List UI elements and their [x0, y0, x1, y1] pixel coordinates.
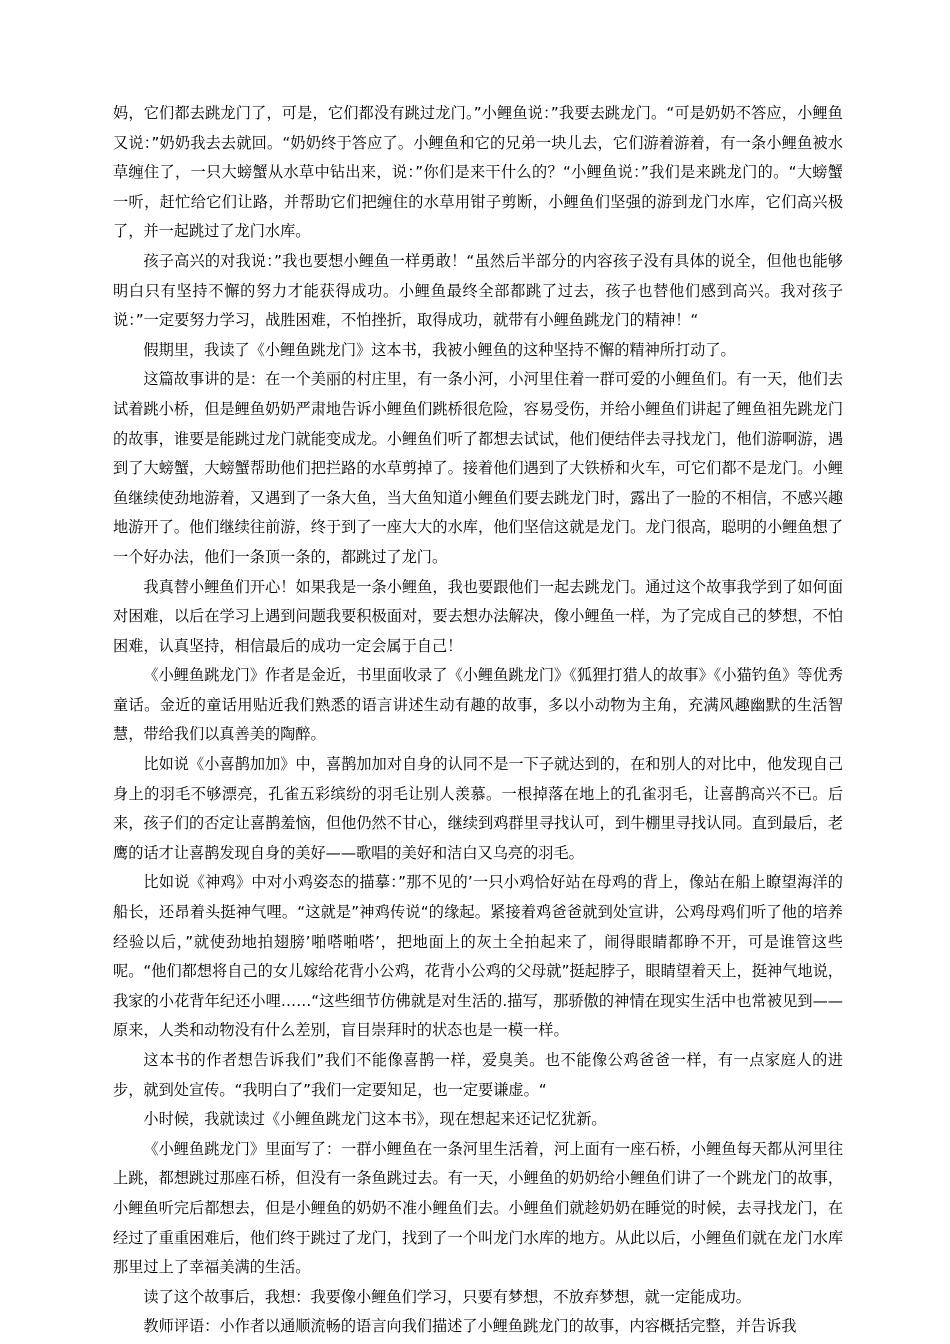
paragraph: 教师评语：小作者以通顺流畅的语言向我们描述了小鲤鱼跳龙门的故事，内容概括完整，并告诉我: [143, 1317, 797, 1336]
paragraph: 这本书的作者想告诉我们”我们不能像喜鹊一样，爱臭美。也不能像公鸡爸爸一样，有一点家庭人的进步，就到处宣传。“我明白了”我们一定要知足，也一定要谦虚。“: [113, 1051, 843, 1099]
paragraph: 读了这个故事后，我想：我要像小鲤鱼们学习，只要有梦想，不放弃梦想，就一定能成功。: [143, 1287, 751, 1306]
paragraph: 比如说《神鸡》中对小鸡姿态的描摹：”那不见的’一只小鸡恰好站在母鸡的背上，像站在船上瞭望海洋的船长，还昂着头挺神气哩。“这就是”神鸡传说“的缘起。紧接着鸡爸爸就到处宣讲，公鸡母鸡们听了他的培养经验以后，”就使劲地拍翅膀’啪嗒啪嗒’，把地面上的灰土全拍起来了，闹得眼睛都睁不开，可是谁管这些呢。“他们都想将自己的女儿嫁给花背小公鸡，花背小公鸡的父母就”挺起脖子，眼睛望着天上，挺神气地说，我家的小花背年纪还小哩……“这些细节仿佛就是对生活的.描写，那骄傲的神情在现实生活中也常被见到——原来，人类和动物没有什么差别，盲目崇拜时的状态也是一模一样。: [113, 873, 843, 1040]
paragraph: 假期里，我读了《小鲤鱼跳龙门》这本书，我被小鲤鱼的这种坚持不懈的精神所打动了。: [143, 340, 736, 359]
paragraph-continuation: 妈，它们都去跳龙门了，可是，它们都没有跳过龙门。”小鲤鱼说：”我要去跳龙门。“可是奶奶不答应，小鲤鱼又说：”奶奶我去去就回。“奶奶终于答应了。小鲤鱼和它的兄弟一块儿去，它们游着游着，有一条小鲤鱼被水草缠住了，一只大螃蟹从水草中钻出来，说：”你们是来干什么的？“小鲤鱼说：”我们是来跳龙门的。“大螃蟹一听，赶忙给它们让路，并帮助它们把缠住的水草用钳子剪断，小鲤鱼们坚强的游到龙门水库，它们高兴极了，并一起跳过了龙门水库。: [113, 104, 843, 241]
paragraph: 我真替小鲤鱼们开心！如果我是一条小鲤鱼，我也要跟他们一起去跳龙门。通过这个故事我学到了如何面对困难，以后在学习上遇到问题我要积极面对，要去想办法解决，像小鲤鱼一样，为了完成自己的梦想，不怕困难，认真坚持，相信最后的成功一定会属于自己！: [113, 577, 843, 655]
paragraph: 《小鲤鱼跳龙门》里面写了：一群小鲤鱼在一条河里生活着，河上面有一座石桥，小鲤鱼每天都从河里往上跳，都想跳过那座石桥，但没有一条鱼跳过去。有一天，小鲤鱼的奶奶给小鲤鱼们讲了一个跳龙门的故事，小鲤鱼听完后都想去，但是小鲤鱼的奶奶不准小鲤鱼们去。小鲤鱼们就趁奶奶在睡觉的时候，去寻找龙门，在经过了重重困难后，他们终于跳过了龙门，找到了一个叫龙门水库的地方。从此以后，小鲤鱼们就在龙门水库那里过上了幸福美满的生活。: [113, 1139, 843, 1277]
paragraph: 比如说《小喜鹊加加》中，喜鹊加加对自身的认同不是一下子就达到的，在和别人的对比中，他发现自己身上的羽毛不够漂亮，孔雀五彩缤纷的羽毛让别人羡慕。一根掉落在地上的孔雀羽毛，让喜鹊高兴不已。后来，孩子们的否定让喜鹊羞恼，但他仍然不甘心，继续到鸡群里寻找认可，到牛棚里寻找认同。直到最后，老鹰的话才让喜鹊发现自身的美好——歌唱的美好和洁白又乌亮的羽毛。: [113, 755, 843, 862]
paragraph: 这篇故事讲的是：在一个美丽的村庄里，有一条小河，小河里住着一群可爱的小鲤鱼们。有一天，他们去试着跳小桥，但是鲤鱼奶奶严肃地告诉小鲤鱼们跳桥很危险，容易受伤，并给小鲤鱼们讲起了鲤鱼祖先跳龙门的故事，谁要是能跳过龙门就能变成龙。小鲤鱼们听了都想去试试，他们便结伴去寻找龙门，他们游啊游，遇到了大螃蟹，大螃蟹帮助他们把拦路的水草剪掉了。接着他们遇到了大铁桥和火车，可它们都不是龙门。小鲤鱼继续使劲地游着，又遇到了一条大鱼，当大鱼知道小鲤鱼们要去跳龙门时，露出了一脸的不相信，不感兴趣地游开了。他们继续往前游，终于到了一座大大的水库，他们坚信这就是龙门。龙门很高，聪明的小鲤鱼想了一个好办法，他们一条顶一条的，都跳过了龙门。: [113, 370, 843, 566]
paragraph: 《小鲤鱼跳龙门》作者是金近，书里面收录了《小鲤鱼跳龙门》《狐狸打猎人的故事》《小猫钓鱼》等优秀童话。金近的童话用贴近我们熟悉的语言讲述生动有趣的故事，多以小动物为主角，充满风趣幽默的生活智慧，带给我们以真善美的陶醉。: [113, 666, 843, 744]
paragraph: 孩子高兴的对我说：”我也要想小鲤鱼一样勇敢！“虽然后半部分的内容孩子没有具体的说全，但他也能够明白只有坚持不懈的努力才能获得成功。小鲤鱼最终全部都跳了过去，孩子也替他们感到高兴。我对孩子说：”一定要努力学习，战胜困难，不怕挫折，取得成功，就带有小鲤鱼跳龙门的精神！“: [113, 251, 843, 330]
paragraph: 小时候，我就读过《小鲤鱼跳龙门这本书》，现在想起来还记忆犹新。: [143, 1110, 607, 1129]
document-body: [113, 99, 843, 1342]
